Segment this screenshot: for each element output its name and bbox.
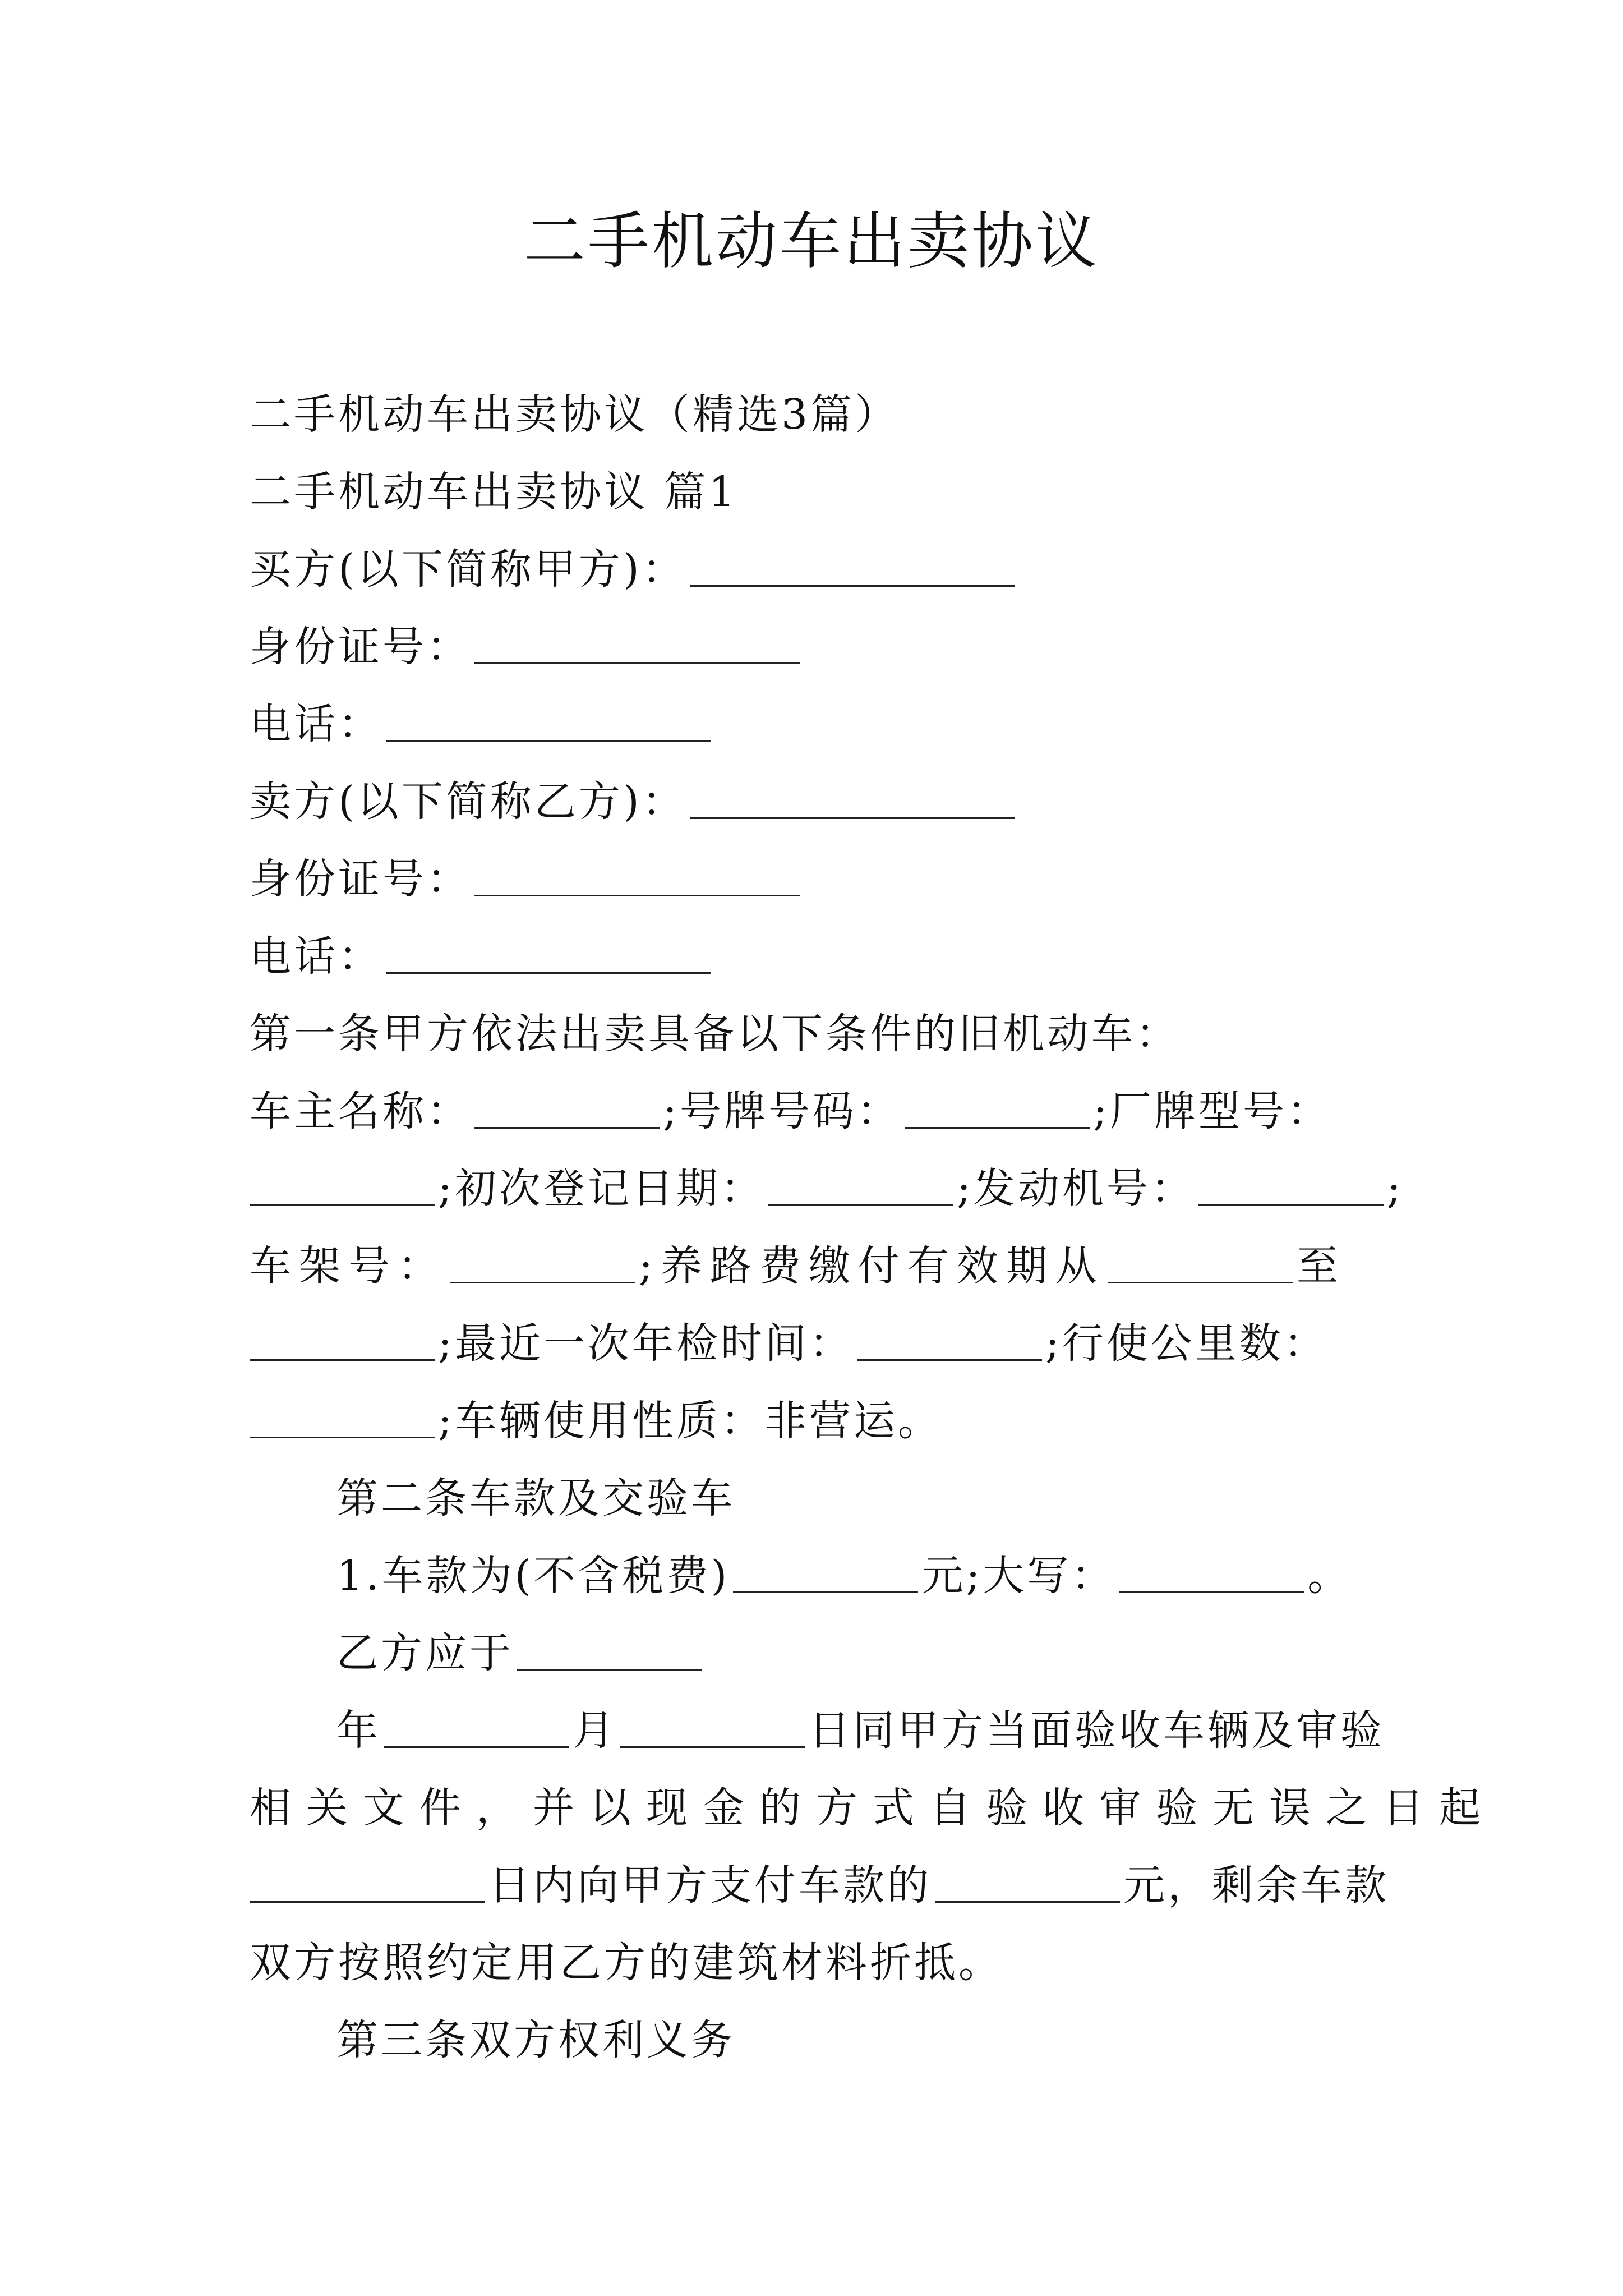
article-2-deadline-row xyxy=(250,1614,1394,1692)
days-blank xyxy=(250,1860,485,1903)
article-2-line-2-text: 相关文件，并以现金的方式自验收审验无误之日起 xyxy=(250,1784,1496,1832)
seller-phone-row xyxy=(250,918,1394,995)
payment-text: 日内向甲方支付车款的 xyxy=(488,1861,932,1910)
price-uppercase-blank xyxy=(1119,1550,1304,1593)
frame-number-label: 车架号： xyxy=(250,1242,447,1290)
plate-number-label: ;号牌号码： xyxy=(663,1087,901,1135)
seller-phone-label: 电话： xyxy=(250,932,382,981)
buyer-id-blank xyxy=(474,621,800,664)
price-uppercase-label: 元;大写： xyxy=(921,1552,1116,1600)
mileage-blank xyxy=(250,1395,435,1438)
payment-blank xyxy=(935,1860,1120,1903)
brand-model-label: ;厂牌型号： xyxy=(1092,1087,1331,1135)
document-body xyxy=(250,376,1394,1150)
owner-name-blank xyxy=(474,1085,660,1129)
usage-text: ;车辆使用性质：非营运。 xyxy=(438,1397,942,1445)
article-1-continued xyxy=(250,1150,1496,2079)
buyer-phone-blank xyxy=(386,698,711,742)
mileage-label: ;行使公里数： xyxy=(1045,1319,1328,1368)
article-1-heading-text: 第一条甲方依法出卖具备以下条件的旧机动车： xyxy=(250,1010,1180,1058)
owner-name-label: 车主名称： xyxy=(250,1087,471,1135)
first-registration-label: ;初次登记日期： xyxy=(438,1165,765,1213)
article-2-date-row xyxy=(250,1692,1394,1769)
buyer-id-label: 身份证号： xyxy=(250,623,471,671)
paragraph-collection-title xyxy=(250,376,1394,453)
year-text: 年 xyxy=(336,1706,381,1755)
road-fee-to-blank xyxy=(250,1318,435,1361)
seller-name-blank xyxy=(690,776,1015,819)
price-end-text: 。 xyxy=(1307,1552,1352,1600)
article-1-line-1 xyxy=(250,1073,1394,1150)
seller-id-blank xyxy=(474,853,800,896)
article-3-heading xyxy=(250,2001,1394,2079)
plate-number-blank xyxy=(905,1085,1090,1129)
document-title: 二手机动车出卖协议 xyxy=(524,205,1099,277)
seller-phone-blank xyxy=(386,931,711,974)
seller-name-label: 卖方(以下简称乙方)： xyxy=(250,777,686,826)
first-registration-blank xyxy=(768,1163,953,1206)
article-2-heading-text: 第二条车款及交验车 xyxy=(336,1474,735,1522)
buyer-name-row xyxy=(250,531,1394,608)
month-text: 月 xyxy=(573,1706,617,1755)
buyer-phone-label: 电话： xyxy=(250,700,382,748)
road-fee-from-blank xyxy=(1108,1240,1293,1283)
day-text: 日同甲方当面验收车辆及审验 xyxy=(809,1706,1385,1755)
buyer-phone-row xyxy=(250,685,1394,763)
article-1-line-3 xyxy=(250,1227,1394,1305)
article-1-heading xyxy=(250,995,1394,1073)
price-blank xyxy=(733,1550,918,1593)
seller-id-row xyxy=(250,840,1394,918)
engine-number-label: ;发动机号： xyxy=(956,1165,1195,1213)
engine-number-blank xyxy=(1198,1163,1384,1206)
remaining-text: 元，剩余车款 xyxy=(1123,1861,1389,1910)
article-2-line-3 xyxy=(250,1847,1394,1924)
article-1-line-4 xyxy=(250,1305,1394,1382)
collection-title-text: 二手机动车出卖协议（精选3篇） xyxy=(250,390,900,439)
article-2-heading xyxy=(250,1460,1394,1537)
buyer-name-blank xyxy=(690,544,1015,587)
road-fee-to-label: 至 xyxy=(1296,1242,1346,1290)
seller-name-row xyxy=(250,763,1394,840)
seller-id-label: 身份证号： xyxy=(250,855,471,903)
article-3-heading-text: 第三条双方权利义务 xyxy=(336,2016,735,2064)
deadline-blank xyxy=(517,1627,702,1671)
buyer-name-label: 买方(以下简称甲方)： xyxy=(250,545,686,593)
paragraph-part-title xyxy=(250,453,1394,531)
road-fee-label: ;养路费缴付有效期从 xyxy=(639,1242,1105,1290)
day-blank xyxy=(620,1705,805,1748)
article-2-line-4 xyxy=(250,1924,1394,2001)
price-label: 1.车款为(不含税费) xyxy=(336,1552,730,1600)
article-2-line-2 xyxy=(250,1769,1496,1847)
part-title-text: 二手机动车出卖协议 篇1 xyxy=(250,468,738,516)
yifang-text: 乙方应于 xyxy=(336,1629,514,1677)
buyer-id-row xyxy=(250,608,1394,685)
month-blank xyxy=(384,1705,569,1748)
article-1-line-2 xyxy=(250,1150,1404,1227)
inspection-label: ;最近一次年检时间： xyxy=(438,1319,854,1368)
inspection-blank xyxy=(857,1318,1042,1361)
article-2-price-row xyxy=(250,1537,1394,1614)
semicolon-text: ; xyxy=(1386,1165,1404,1213)
frame-number-blank xyxy=(450,1240,635,1283)
offset-text: 双方按照约定用乙方的建筑材料折抵。 xyxy=(250,1939,1003,1987)
brand-model-blank xyxy=(250,1163,435,1206)
article-1-line-5 xyxy=(250,1382,1394,1460)
